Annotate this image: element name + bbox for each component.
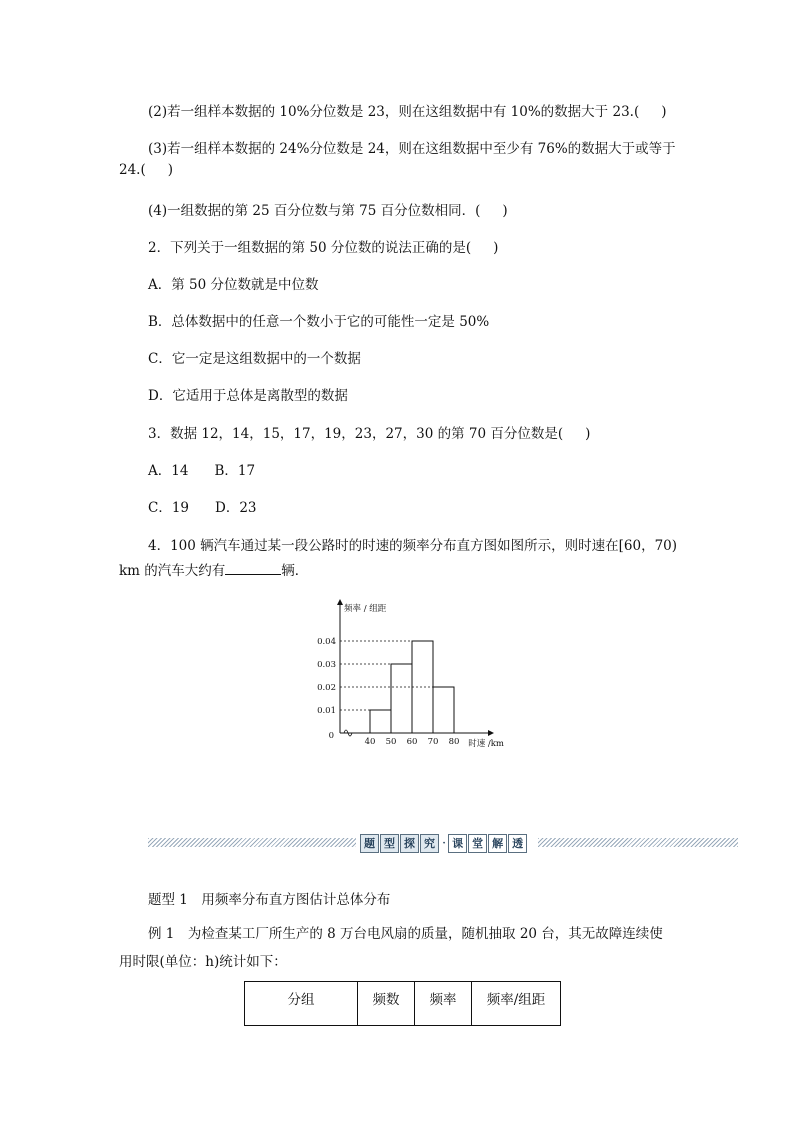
frequency-table: [244, 981, 561, 1026]
banner-hatch-right: [538, 838, 738, 847]
question-1-part-4-text: (4)一组数据的第 25 百分位数与第 75 百分位数相同．(: [148, 203, 481, 219]
table-header-cell: 频率: [415, 982, 472, 1026]
y-tick-label: 0.03: [317, 660, 336, 670]
question-1-part-3-text-cont: 24.(: [119, 162, 146, 178]
banner-char: 堂: [468, 834, 487, 853]
question-3-option-b: B．17: [214, 463, 256, 479]
close-paren: ): [167, 162, 174, 178]
question-1-part-3-text: (3)若一组样本数据的 24%分位数是 24，则在这组数据中至少有 76%的数据大于或等于: [148, 141, 676, 157]
histogram-bar: [370, 710, 391, 733]
section-title: 题型 1 用频率分布直方图估计总体分布: [148, 892, 391, 908]
banner-char: 透: [508, 834, 527, 853]
section-banner: [148, 832, 738, 854]
question-2-stem-text: 2．下列关于一组数据的第 50 分位数的说法正确的是(: [148, 240, 472, 256]
question-3-options-row-1: [148, 459, 255, 479]
banner-char: 课: [448, 834, 467, 853]
frequency-histogram: [317, 595, 510, 755]
close-paren: ): [502, 203, 508, 219]
x-tick-label: 40: [364, 737, 376, 747]
banner-title: [360, 832, 528, 854]
banner-hatch-left: [148, 838, 356, 847]
origin-label: 0: [328, 731, 334, 741]
x-tick-label: 50: [385, 737, 397, 747]
table-header-cell: 分组: [245, 982, 358, 1026]
table-header-row: [245, 982, 561, 1026]
banner-char: 究: [420, 834, 439, 853]
x-tick-label: 70: [427, 737, 439, 747]
y-axis-arrow: [337, 599, 343, 605]
y-tick-label: 0.02: [317, 683, 336, 693]
question-1-part-2: [148, 100, 667, 120]
question-1-part-3-line1: [148, 137, 676, 157]
question-4-line2: [119, 559, 308, 579]
question-3-stem: [148, 422, 590, 442]
banner-char: 题: [360, 834, 379, 853]
x-axis-label: 时速 /km: [468, 739, 504, 749]
y-tick-label: 0.01: [317, 706, 336, 716]
table-header-cell: 频率/组距: [472, 982, 561, 1026]
y-axis-label: 频率 / 组距: [344, 604, 387, 614]
table-header-cell: 频数: [358, 982, 415, 1026]
question-4-text-pre: km 的汽车大约有: [119, 563, 226, 579]
banner-char: 解: [488, 834, 507, 853]
question-2-option-a: A．第 50 分位数就是中位数: [148, 277, 319, 293]
question-1-part-2-text: (2)若一组样本数据的 10%分位数是 23，则在这组数据中有 10%的数据大于 23.(: [148, 104, 640, 120]
question-3-option-c: C．19: [148, 500, 190, 516]
close-paren: ): [585, 426, 591, 442]
close-paren: ): [661, 104, 667, 120]
question-2-option-c: C．它一定是这组数据中的一个数据: [148, 351, 361, 367]
histogram-bar: [391, 664, 412, 733]
answer-blank[interactable]: [225, 560, 281, 575]
question-2-stem: [148, 236, 498, 256]
banner-char: 探: [400, 834, 419, 853]
question-3-stem-text: 3．数据 12，14，15，17，19，23，27，30 的第 70 百分位数是(: [148, 426, 564, 442]
close-paren: ): [493, 240, 499, 256]
x-tick-label: 80: [448, 737, 460, 747]
banner-dot: ·: [442, 835, 447, 851]
example-1-text: 例 1 为检查某工厂所生产的 8 万台电风扇的质量，随机抽取 20 台，其无故障连续使用时限(单位：h)统计如下：: [119, 926, 663, 970]
question-2-option-b: B．总体数据中的任意一个数小于它的可能性一定是 50%: [148, 314, 490, 330]
x-tick-label: 60: [406, 737, 418, 747]
histogram-bar: [433, 687, 454, 733]
banner-char: 型: [380, 834, 399, 853]
question-4-text-post: 辆．: [281, 563, 309, 579]
x-axis-arrow: [488, 730, 494, 736]
question-1-part-4: [148, 199, 508, 219]
y-tick-label: 0.04: [317, 637, 336, 647]
question-4-line1: 4．100 辆汽车通过某一段公路时的时速的频率分布直方图如图所示，则时速在[60，70): [148, 538, 678, 554]
question-3-option-a: A．14: [148, 463, 189, 479]
question-3-option-d: D．23: [215, 500, 257, 516]
question-2-option-d: D．它适用于总体是离散型的数据: [148, 388, 348, 404]
question-3-options-row-2: [148, 496, 257, 516]
question-1-part-3-line2: [119, 162, 173, 178]
